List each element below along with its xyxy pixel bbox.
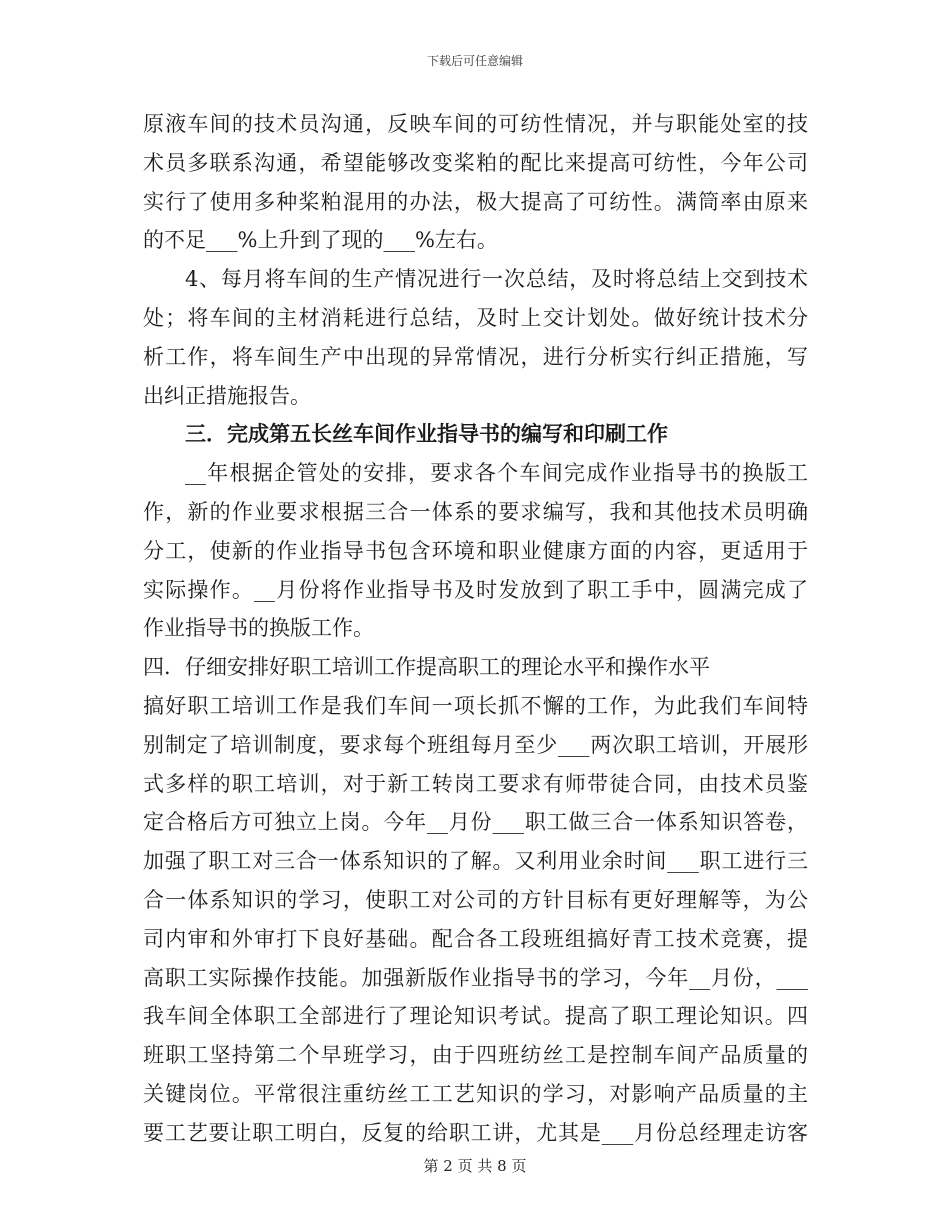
text-line: 出纠正措施报告。 bbox=[143, 383, 311, 408]
text-line: 三．完成第五长丝车间作业指导书的编写和印刷工作 bbox=[185, 421, 668, 447]
text-line: 司内审和外审打下良好基础。配合各工段班组搞好青工技术竞赛，提 bbox=[143, 926, 808, 951]
text-line: 作，新的作业要求根据三合一体系的要求编写，我和其他技术员明确 bbox=[143, 499, 808, 524]
text-line: 别制定了培训制度，要求每个班组每月至少___两次职工培训，开展形 bbox=[143, 732, 808, 757]
text-line: 搞好职工培训工作是我们车间一项长抓不懈的工作，为此我们车间特 bbox=[143, 693, 808, 718]
page-header: 下载后可任意编辑 bbox=[426, 54, 523, 68]
text-line: 4、每月将车间的生产情况进行一次总结，及时将总结上交到技术 bbox=[185, 267, 808, 292]
text-line: 实行了使用多种桨粕混用的办法，极大提高了可纺性。满筒率由原来 bbox=[143, 189, 808, 214]
text-line: 式多样的职工培训，对于新工转岗工要求有师带徒合同，由技术员鉴 bbox=[143, 771, 808, 796]
text-line: 加强了职工对三合一体系知识的了解。又利用业余时间___职工进行三 bbox=[143, 849, 808, 874]
text-line: __年根据企管处的安排，要求各个车间完成作业指导书的换版工 bbox=[185, 461, 808, 486]
text-line: 析工作，将车间生产中出现的异常情况，进行分析实行纠正措施，写 bbox=[143, 344, 808, 369]
text-line: 我车间全体职工全部进行了理论知识考试。提高了职工理论知识。四 bbox=[143, 1004, 808, 1029]
text-line: 术员多联系沟通，希望能够改变桨粕的配比来提高可纺性，今年公司 bbox=[143, 150, 808, 175]
text-line: 原液车间的技术员沟通，反映车间的可纺性情况，并与职能处室的技 bbox=[143, 112, 808, 136]
text-line: 处；将车间的主材消耗进行总结，及时上交计划处。做好统计技术分 bbox=[143, 305, 808, 330]
text-line: 四．仔细安排好职工培训工作提高职工的理论水平和操作水平 bbox=[143, 655, 710, 680]
document-body bbox=[143, 105, 808, 1153]
text-line: 分工，使新的作业指导书包含环境和职业健康方面的内容，更适用于 bbox=[143, 538, 808, 563]
text-line: 关键岗位。平常很注重纺丝工工艺知识的学习，对影响产品质量的主 bbox=[143, 1081, 808, 1106]
text-line: 定合格后方可独立上岗。今年__月份___职工做三合一体系知识答卷， bbox=[143, 810, 808, 835]
text-line: 合一体系知识的学习，使职工对公司的方针目标有更好理解等，为公 bbox=[143, 887, 808, 912]
text-line: 的不足___%上升到了现的___%左右。 bbox=[143, 228, 498, 253]
text-line: 高职工实际操作技能。加强新版作业指导书的学习，今年__月份，___ bbox=[143, 965, 808, 990]
page-footer: 第 2 页 共 8 页 bbox=[423, 1157, 527, 1175]
text-line: 实际操作。__月份将作业指导书及时发放到了职工手中，圆满完成了 bbox=[143, 577, 808, 602]
text-line: 班职工坚持第二个早班学习，由于四班纺丝工是控制车间产品质量的 bbox=[143, 1043, 808, 1068]
text-line: 要工艺要让职工明白，反复的给职工讲，尤其是___月份总经理走访客 bbox=[143, 1120, 808, 1145]
text-line: 作业指导书的换版工作。 bbox=[143, 616, 374, 641]
